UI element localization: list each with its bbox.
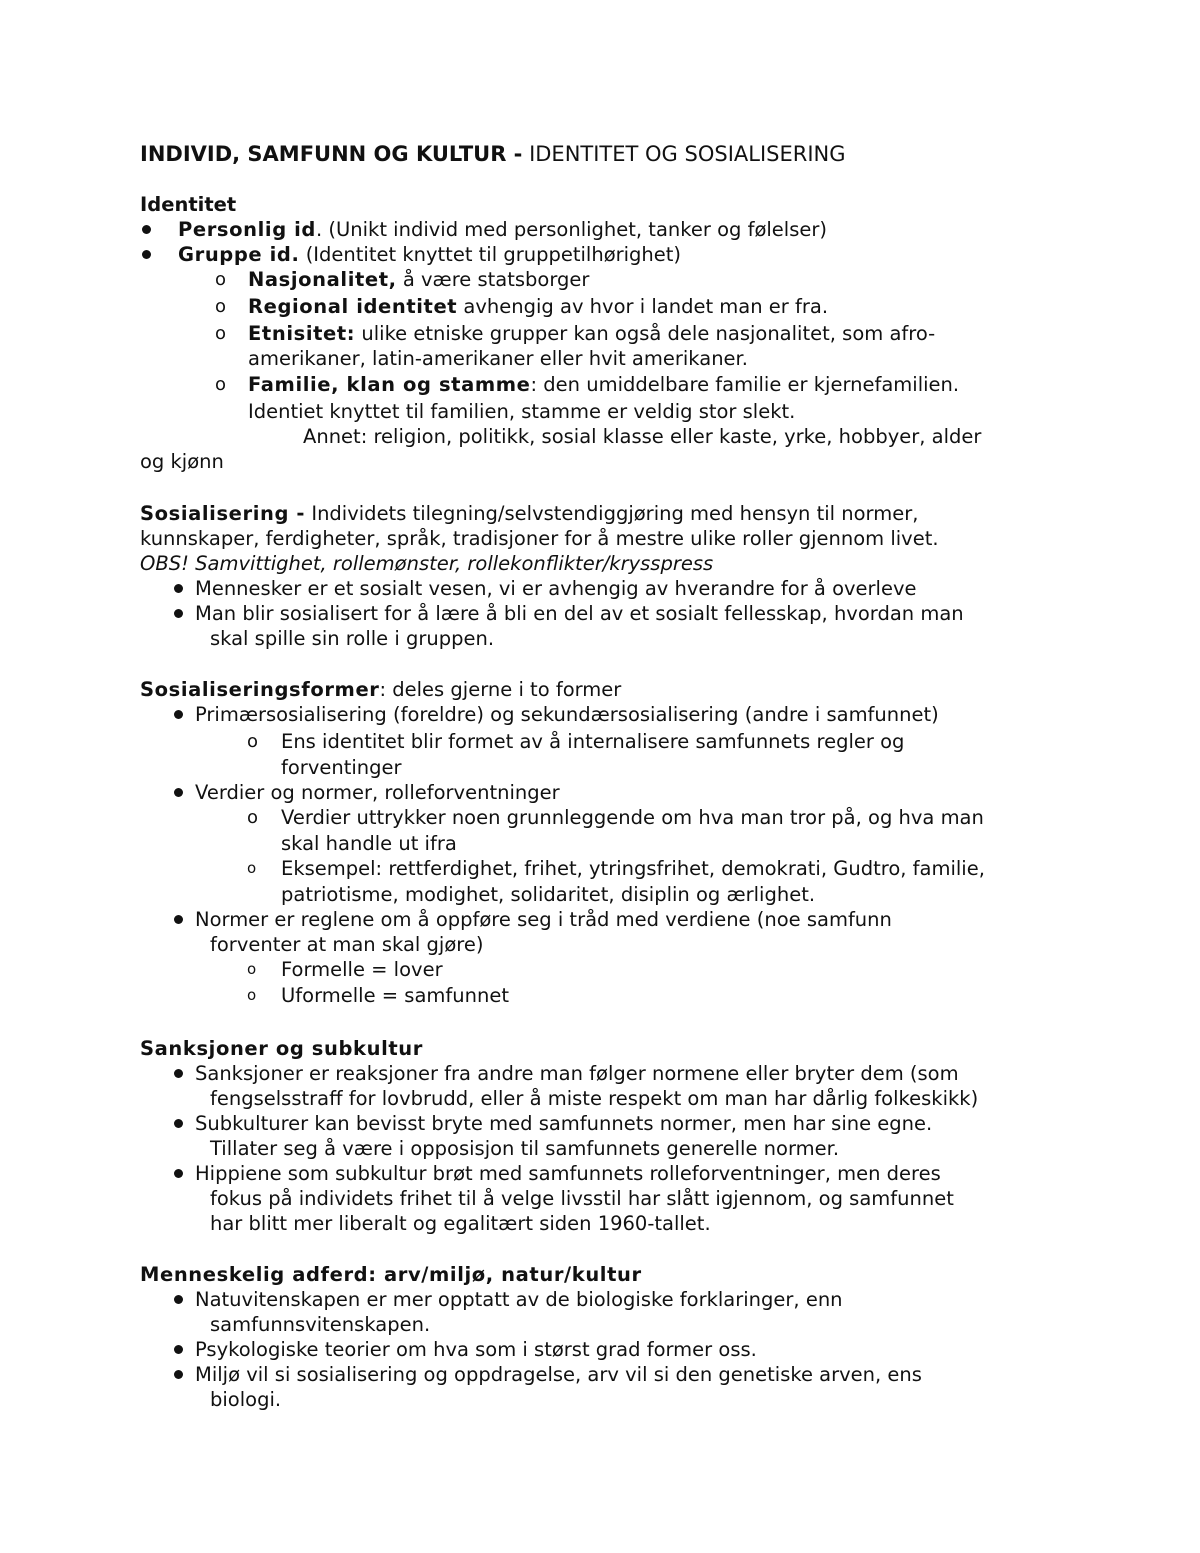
heading-sosialiseringsformer: Sosialiseringsformer xyxy=(140,678,380,701)
title-normal: IDENTITET OG SOSIALISERING xyxy=(522,142,846,166)
annet-line: Annet: religion, politikk, sosial klasse eller kaste, yrke, hobbyer, alder xyxy=(303,425,982,448)
list-item: Normer er reglene om å oppføre seg i tråd med verdiene (noe samfunn xyxy=(140,907,1070,932)
bullet-icon xyxy=(174,1069,183,1078)
list-item-continuation: amerikaner, latin-amerikaner eller hvit amerikaner. xyxy=(248,347,748,370)
list-item: Psykologiske teorier om hva som i størst grad former oss. xyxy=(140,1337,1070,1362)
section-sanksjoner: Sanksjoner og subkultur Sanksjoner er reaksjoner fra andre man følger normene eller bryter dem (som fengselsstraff for lovbrudd, eller å miste respekt om man har dårlig folkeskikk) Subkulturer kan bevisst bryte med samfunnets normer, men har sine egne. Tillater seg å være i opposisjon til samfunnets generelle normer. Hippiene som subkultur brøt med samfunnets rolleforventninger, men deres fokus på individets frihet til å velge livsstil har slått igjennom, og samfunnet har blitt mer liberalt og egalitært siden 1960-tallet. xyxy=(140,1036,1070,1236)
circle-bullet-icon: o xyxy=(247,960,257,978)
list-item: Miljø vil si sosialisering og oppdragelse, arv vil si den genetiske arven, ens xyxy=(140,1362,1070,1387)
list-item: o Regional identitet avhengig av hvor i landet man er fra. xyxy=(215,295,829,318)
circle-bullet-icon: o xyxy=(215,323,227,344)
bullet-icon xyxy=(174,788,183,797)
circle-bullet-icon: o xyxy=(247,986,257,1004)
list-item: o Familie, klan og stamme: den umiddelbare familie er kjernefamilien. xyxy=(215,373,960,396)
bullet-icon xyxy=(174,915,183,924)
title-bold: INDIVID, SAMFUNN OG KULTUR - xyxy=(140,142,523,166)
section-identitet xyxy=(140,192,1070,474)
list-item: o Nasjonalitet, å være statsborger xyxy=(215,268,590,291)
circle-bullet-icon: o xyxy=(215,296,227,317)
section-adferd: Menneskelig adferd: arv/miljø, natur/kultur Natuvitenskapen er mer opptatt av de biologiske forklaringer, enn samfunnsvitenskapen. Psykologiske teorier om hva som i størst grad former oss. Miljø vil si sosialisering og oppdragelse, arv vil si den genetiske arven, ens biologi. xyxy=(140,1262,1070,1412)
circle-bullet-icon: o xyxy=(247,807,259,828)
bullet-icon xyxy=(174,710,183,719)
list-item: o Eksempel: rettferdighet, frihet, ytringsfrihet, demokrati, Gudtro, familie, xyxy=(247,857,985,880)
heading-identitet: Identitet xyxy=(140,193,237,216)
bullet-icon xyxy=(174,609,183,618)
list-item: Mennesker er et sosialt vesen, vi er avhengig av hverandre for å overleve xyxy=(140,576,1070,601)
circle-bullet-icon: o xyxy=(247,859,257,877)
section-sosialiseringsformer: Sosialiseringsformer: deles gjerne i to former Primærsosialisering (foreldre) og sekundærsosialisering (andre i samfunnet) o Ens identitet blir formet av å internalisere samfunnets regler og forventinger Verdier og normer, rolleforventninger o Verdier uttrykker noen grunnleggende om hva man tror på, og hva man skal handle ut ifra o Eksempel: rettferdighet, frihet, ytringsfrihet, demokrati, Gudtro, familie, patriotisme, modighet, solidaritet, disiplin og ærlighet. Normer er reglene om å oppføre seg i tråd med verdiene (noe samfunn forventer at man skal gjøre) o Formelle = lover o Uformelle = samfunnet xyxy=(140,677,1070,1008)
bullet-icon xyxy=(174,1345,183,1354)
bullet-icon xyxy=(174,584,183,593)
list-item: Verdier og normer, rolleforventninger xyxy=(140,780,1070,805)
list-item-continuation: Identiet knyttet til familien, stamme er veldig stor slekt. xyxy=(248,400,796,423)
list-item: Man blir sosialisert for å lære å bli en del av et sosialt fellesskap, hvordan man xyxy=(140,601,1070,626)
heading-sosialisering: Sosialisering - xyxy=(140,502,306,525)
circle-bullet-icon: o xyxy=(215,374,227,395)
list-item: o Ens identitet blir formet av å internalisere samfunnets regler og xyxy=(247,730,905,753)
list-item: Gruppe id. (Identitet knyttet til gruppetilhørighet) xyxy=(140,242,1070,267)
bullet-icon xyxy=(174,1295,183,1304)
list-item: o Formelle = lover xyxy=(247,958,443,981)
list-item: Primærsosialisering (foreldre) og sekundærsosialisering (andre i samfunnet) xyxy=(140,702,1070,727)
heading-sanksjoner: Sanksjoner og subkultur xyxy=(140,1037,424,1060)
list-item: Sanksjoner er reaksjoner fra andre man følger normene eller bryter dem (som xyxy=(140,1061,1070,1086)
list-item: o Etnisitet: ulike etniske grupper kan også dele nasjonalitet, som afro- xyxy=(215,322,936,345)
list-item: Personlig id. (Unikt individ med personlighet, tanker og følelser) xyxy=(140,217,1070,242)
section-sosialisering: Sosialisering - Individets tilegning/selvstendiggjøring med hensyn til normer, kunnskaper, ferdigheter, språk, tradisjoner for å mestre ulike roller gjennom livet. OBS! Samvittighet, rollemønster, rollekonflikter/krysspress Mennesker er et sosialt vesen, vi er avhengig av hverandre for å overleve Man blir sosialisert for å lære å bli en del av et sosialt fellesskap, hvordan man skal spille sin rolle i gruppen. xyxy=(140,501,1070,651)
annet-line-continuation: og kjønn xyxy=(140,450,224,473)
circle-bullet-icon: o xyxy=(215,269,227,290)
sosialisering-definition: Sosialisering - Individets tilegning/selvstendiggjøring med hensyn til normer, xyxy=(140,502,919,525)
list-item: Natuvitenskapen er mer opptatt av de biologiske forklaringer, enn xyxy=(140,1287,1070,1312)
bullet-icon xyxy=(142,250,151,259)
list-item: Subkulturer kan bevisst bryte med samfunnets normer, men har sine egne. xyxy=(140,1111,1070,1136)
list-item: o Verdier uttrykker noen grunnleggende om hva man tror på, og hva man xyxy=(247,806,984,829)
bullet-icon xyxy=(174,1119,183,1128)
bullet-icon xyxy=(174,1370,183,1379)
circle-bullet-icon: o xyxy=(247,731,259,752)
heading-adferd: Menneskelig adferd: arv/miljø, natur/kultur xyxy=(140,1263,642,1286)
list-item: o Uformelle = samfunnet xyxy=(247,984,509,1007)
document-title xyxy=(140,141,846,167)
obs-note: OBS! Samvittighet, rollemønster, rollekonflikter/krysspress xyxy=(140,552,714,575)
list-item: Hippiene som subkultur brøt med samfunnets rolleforventninger, men deres xyxy=(140,1161,1070,1186)
bullet-icon xyxy=(174,1169,183,1178)
bullet-icon xyxy=(142,225,151,234)
